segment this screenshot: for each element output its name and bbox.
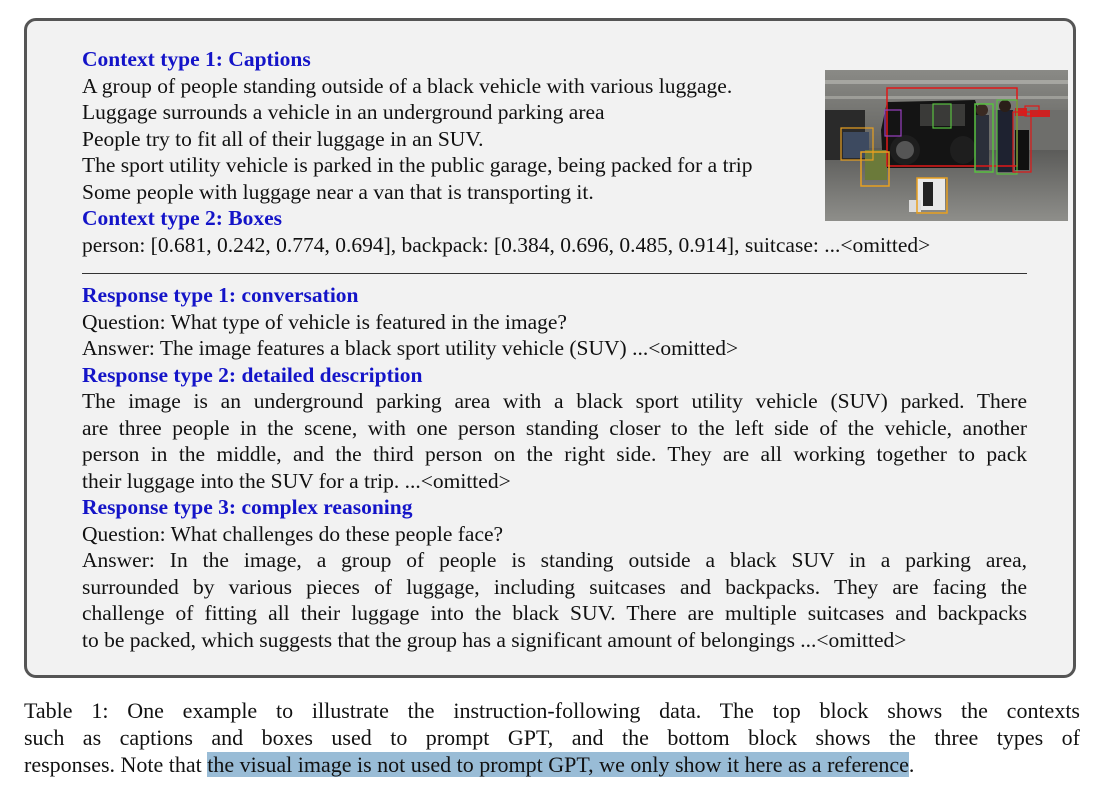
response-3-question: Question: What challenges do these people face? <box>82 521 504 546</box>
response-3-answer-line-3: challenge of fitting all their luggage into the black SUV. There are multiple suitcases and backpacks <box>82 601 1027 625</box>
caption-line-1: A group of people standing outside of a black vehicle with various luggage. <box>82 73 733 98</box>
caption-line-3: People try to fit all of their luggage in an SUV. <box>82 126 484 151</box>
captions-heading: Context type 1: Captions <box>82 47 311 71</box>
boxes-heading: Context type 2: Boxes <box>82 206 283 230</box>
caption-text-line-1: Table 1: One example to illustrate the instruction-following data. The top block shows the contexts <box>24 698 1080 723</box>
caption-text-end: . <box>908 752 915 777</box>
response-1-question: Question: What type of vehicle is featured in the image? <box>82 309 567 334</box>
caption-line-2: Luggage surrounds a vehicle in an underground parking area <box>82 100 605 124</box>
table-caption <box>24 697 1080 778</box>
response-3-answer-line-1: Answer: In the image, a group of people is standing outside a black SUV in a parking area, <box>82 548 1027 572</box>
caption-line-5: Some people with luggage near a van that is transporting it. <box>82 179 594 204</box>
caption-text-line-3 <box>24 751 1080 778</box>
caption-text-plain: responses. Note that <box>24 752 208 777</box>
response-1-answer: Answer: The image features a black sport utility vehicle (SUV) ...<omitted> <box>82 336 739 360</box>
response-3-heading: Response type 3: complex reasoning <box>82 495 413 519</box>
caption-text-line-2: such as captions and boxes used to prompt GPT, and the bottom block shows the three types of <box>24 725 1080 750</box>
caption-highlight: the visual image is not used to prompt GPT, we only show it here as a reference <box>207 752 909 777</box>
response-3-answer-line-4: to be packed, which suggests that the group has a significant amount of belongings ...<omitted> <box>82 627 907 652</box>
response-1-heading: Response type 1: conversation <box>82 283 359 307</box>
parking-garage-photo <box>825 70 1068 221</box>
response-2-line-4: their luggage into the SUV for a trip. ...<omitted> <box>82 468 511 493</box>
section-divider <box>82 273 1027 274</box>
response-2-line-3: person in the middle, and the third person on the right side. They are all working together to pack <box>82 442 1027 466</box>
response-2-heading: Response type 2: detailed description <box>82 362 423 387</box>
response-3-answer-line-2: surrounded by various pieces of luggage, including suitcases and backpacks. They are facing the <box>82 574 1027 599</box>
response-2-line-2: are three people in the scene, with one person standing closer to the left side of the vehicle, another <box>82 415 1027 440</box>
caption-line-4: The sport utility vehicle is parked in the public garage, being packed for a trip <box>82 153 753 177</box>
boxes-line: person: [0.681, 0.242, 0.774, 0.694], backpack: [0.384, 0.696, 0.485, 0.914], suitcase: ...<omitted> <box>82 232 931 257</box>
response-2-line-1: The image is an underground parking area with a black sport utility vehicle (SUV) parked. There <box>82 389 1027 413</box>
